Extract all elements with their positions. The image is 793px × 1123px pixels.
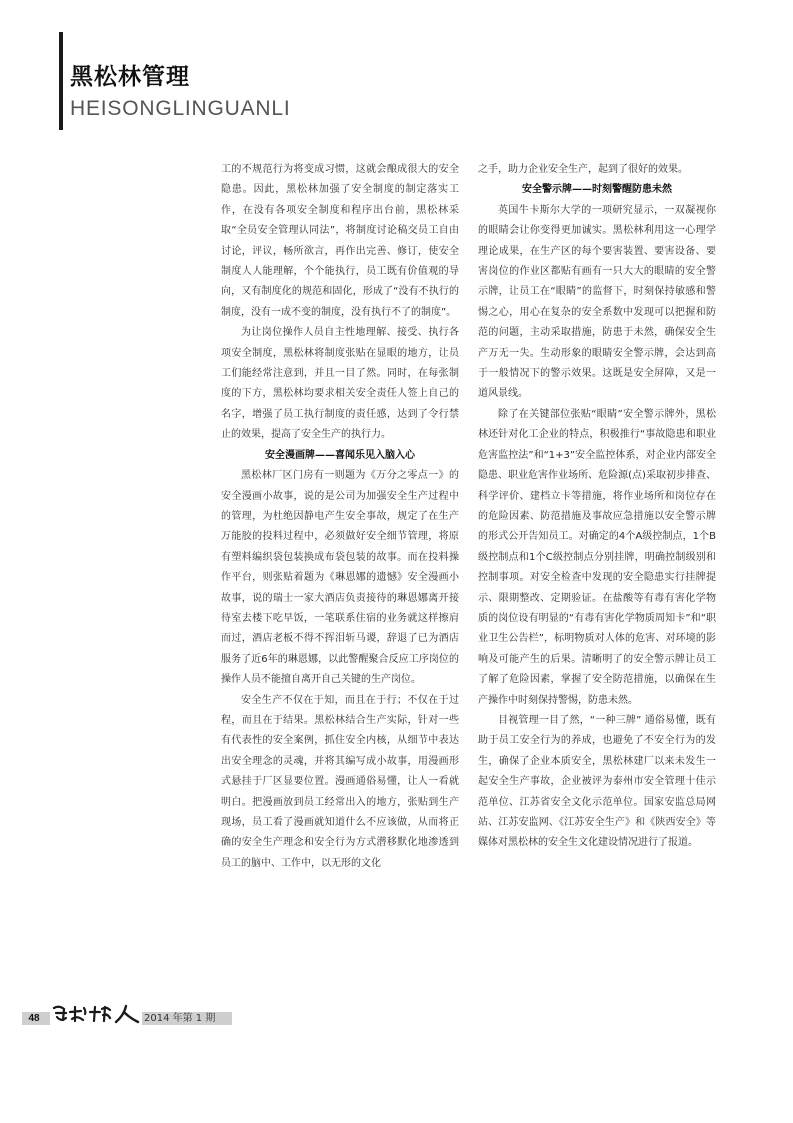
paragraph: 目视管理一目了然，“一种三牌” 通俗易懂，既有助于员工安全行为的养成，也避免了不安全行为的发生，确保了企业本质安全，黑松林建厂以来未发生一起安全生产事故，企业被评为泰州市安全管理十佳示范单位、江苏省安全文化示范单位。国家安监总局网站、江苏安监网、《江苏安全生产》和《陕西安全》等媒体对黑松林的安全生文化建设情况进行了报道。 [478,714,716,849]
header-vertical-bar [59,32,63,130]
subheading: 安全漫画牌——喜闻乐见入脑入心 [265,449,415,461]
paragraph: 为让岗位操作人员自主性地理解、接受、执行各项安全制度，黑松林将制度张贴在显眼的地方，让员工们能经常注意到，并且一目了然。同时，在每张制度的下方，黑松林均要求相关安全责任人签上自己的名字，增强了员工执行制度的责任感，达到了令行禁止的效果，提高了安全生产的执行力。 [221,327,459,441]
paragraph: 除了在关键部位张贴“眼睛”安全警示牌外，黑松林还针对化工企业的特点，积极推行“事故隐患和职业危害监控法”和“1+3”安全监控体系，对企业内部安全隐患、职业危害作业场所、危险源(点)采取初步排查、科学评价、建档立卡等措施，将作业场所和岗位存在的危险因素、防范措施及事故应急措施以安全警示牌的形式公开告知员工。对确定的4个A级控制点，1个B级控制点和1个C级控制点分别挂牌，明确控制级别和控制事项。对安全检查中发现的安全隐患实行挂牌提示、限期整改、定期验证。在盐酸等有毒有害化学物质的岗位设有明显的“有毒有害化学物质周知卡”和“职业卫生公告栏”，标明物质对人体的危害、对环境的影响及可能产生的后果。清晰明了的安全警示牌让员工了解了危险因素，掌握了安全防范措施，以确保在生产操作中时刻保持警惕，防患未然。 [478,408,716,706]
page-number: 48 [28,1013,40,1024]
article-column-left [221,160,459,874]
section-title-pinyin: HEISONGLINGUANLI [70,97,291,120]
paragraph: 黑松林厂区门房有一则题为《万分之零点一》的安全漫画小故事，说的是公司为加强安全生产过程中的管理，为杜绝因静电产生安全事故，规定了在生产万能胶的投料过程中，必须做好安全细节管理，将原有塑料编织袋包装换成布袋包装的故事。而在投料操作平台，则张贴着题为《琳恩娜的遗憾》安全漫画小故事，说的瑞士一家大酒店负责接待的琳恩娜离开接待室去楼下吃早饭，一笔联系住宿的业务就这样擦肩而过，酒店老板不得不挥泪斩马谡，辞退了已为酒店服务了近6年的琳恩娜，以此警醒聚合反应工序岗位的操作人员不能擅自离开自己关键的生产岗位。 [221,470,459,686]
paragraph: 工的不规范行为将变成习惯，这就会酿成很大的安全隐患。因此，黑松林加强了安全制度的制定落实工作，在没有各项安全制度和程序出台前，黑松林采取“全员安全管理认同法”，将制度讨论稿交员工自由讨论，评议，畅所欲言，再作出完善、修订，使安全制度人人能理解，个个能执行，员工既有价值观的导向，又有制度化的规范和固化，形成了“没有不执行的制度，没有一成不变的制度，没有执行不了的制度”。 [221,164,459,318]
paragraph: 英国牛卡斯尔大学的一项研究显示，一双凝视你的眼睛会让你变得更加诚实。黑松林利用这一心理学理论成果，在生产区的每个要害装置、要害设备、要害岗位的作业区都贴有画有一只大大的眼睛的安全警示牌，让员工在“眼睛”的监督下，时刻保持敏感和警惕之心，用心在复杂的安全系数中发现可以把握和防范的问题，主动采取措施，防患于未然，确保安全生产万无一失。生动形象的眼睛安全警示牌，会达到高于一般情况下的警示效果。这既是安全屏障，又是一道风景线。 [478,204,716,400]
brand-logo-icon [50,1003,142,1025]
article-column-right [478,160,716,854]
subheading: 安全警示牌——时刻警醒防患未然 [522,184,672,196]
paragraph: 之手，助力企业安全生产，起到了很好的效果。 [478,164,688,175]
issue-label: 2014 年第 1 期 [144,1013,216,1024]
section-title: 黑松林管理 [70,64,190,90]
paragraph: 安全生产不仅在于知，而且在于行；不仅在于过程，而且在于结果。黑松林结合生产实际，针对一些有代表性的安全案例，抓住安全内核，从细节中表达出安全理念的灵魂，并将其编写成小故事，用漫画形式悬挂于厂区显要位置。漫画通俗易懂，让人一看就明白。把漫画放到员工经常出入的地方，张贴到生产现场，员工看了漫画就知道什么不应该做，从而将正确的安全生产理念和安全行为方式潜移默化地渗透到员工的脑中、工作中，以无形的文化 [221,694,459,869]
